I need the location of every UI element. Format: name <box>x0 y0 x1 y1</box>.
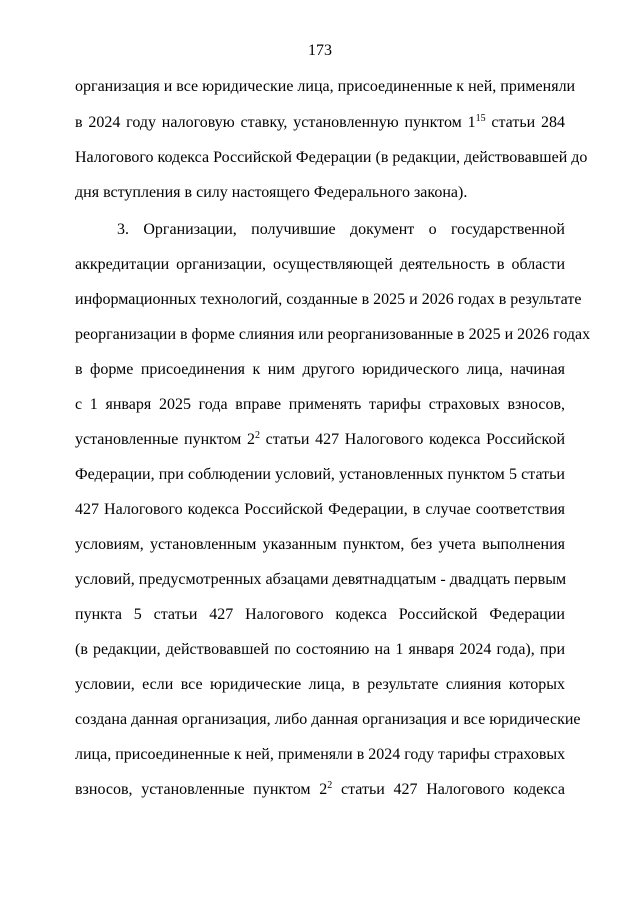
page-number: 173 <box>308 42 332 59</box>
text-segment: взносов, установленные пунктом 2 <box>75 781 328 798</box>
text-line: реорганизации в форме слияния или реорганизованные в 2025 и 2026 годах <box>75 326 591 343</box>
text-line: 3. Организации, получившие документ о государственной <box>117 221 565 238</box>
text-line: аккредитации организации, осуществляющей деятельность в области <box>75 256 565 273</box>
text-line: (в редакции, действовавшей по состоянию на 1 января 2024 года), при <box>75 641 565 658</box>
text-line: информационных технологий, созданные в 2025 и 2026 годах в результате <box>75 291 582 308</box>
text-segment: установленные пунктом 2 <box>75 431 255 448</box>
text-line <box>75 430 565 450</box>
text-line: в форме присоединения к ним другого юридического лица, начиная <box>75 361 565 378</box>
superscript: 2 <box>327 780 333 791</box>
text-line: условий, предусмотренных абзацами девятнадцатым - двадцать первым <box>75 571 567 588</box>
text-line: лица, присоединенные к ней, применяли в 2024 году тарифы страховых <box>75 746 566 763</box>
text-segment: статьи 427 Налогового кодекса <box>332 781 565 798</box>
text-line: создана данная организация, либо данная организация и все юридические <box>75 711 581 728</box>
text-line: с 1 января 2025 года вправе применять тарифы страховых взносов, <box>75 396 565 413</box>
text-segment: в 2024 году налоговую ставку, установленную пунктом 1 <box>75 114 476 131</box>
text-segment: статьи 427 Налогового кодекса Российской <box>259 431 565 448</box>
text-line: Федерации, при соблюдении условий, установленных пунктом 5 статьи <box>75 466 565 483</box>
text-line: условии, если все юридические лица, в результате слияния которых <box>75 676 565 693</box>
text-line <box>75 780 565 800</box>
text-line: пункта 5 статьи 427 Налогового кодекса Российской Федерации <box>75 606 565 623</box>
text-line: дня вступления в силу настоящего Федерального закона). <box>75 184 468 201</box>
text-line <box>75 113 565 133</box>
text-line: 427 Налогового кодекса Российской Федерации, в случае соответствия <box>75 501 565 518</box>
text-line: условиям, установленным указанным пунктом, без учета выполнения <box>75 536 565 553</box>
text-segment: статьи 284 <box>485 114 566 131</box>
text-line: Налогового кодекса Российской Федерации (в редакции, действовавшей до <box>75 149 588 166</box>
text-line: организация и все юридические лица, присоединенные к ней, применяли <box>75 78 576 95</box>
superscript: 15 <box>475 113 486 124</box>
superscript: 2 <box>254 430 260 441</box>
